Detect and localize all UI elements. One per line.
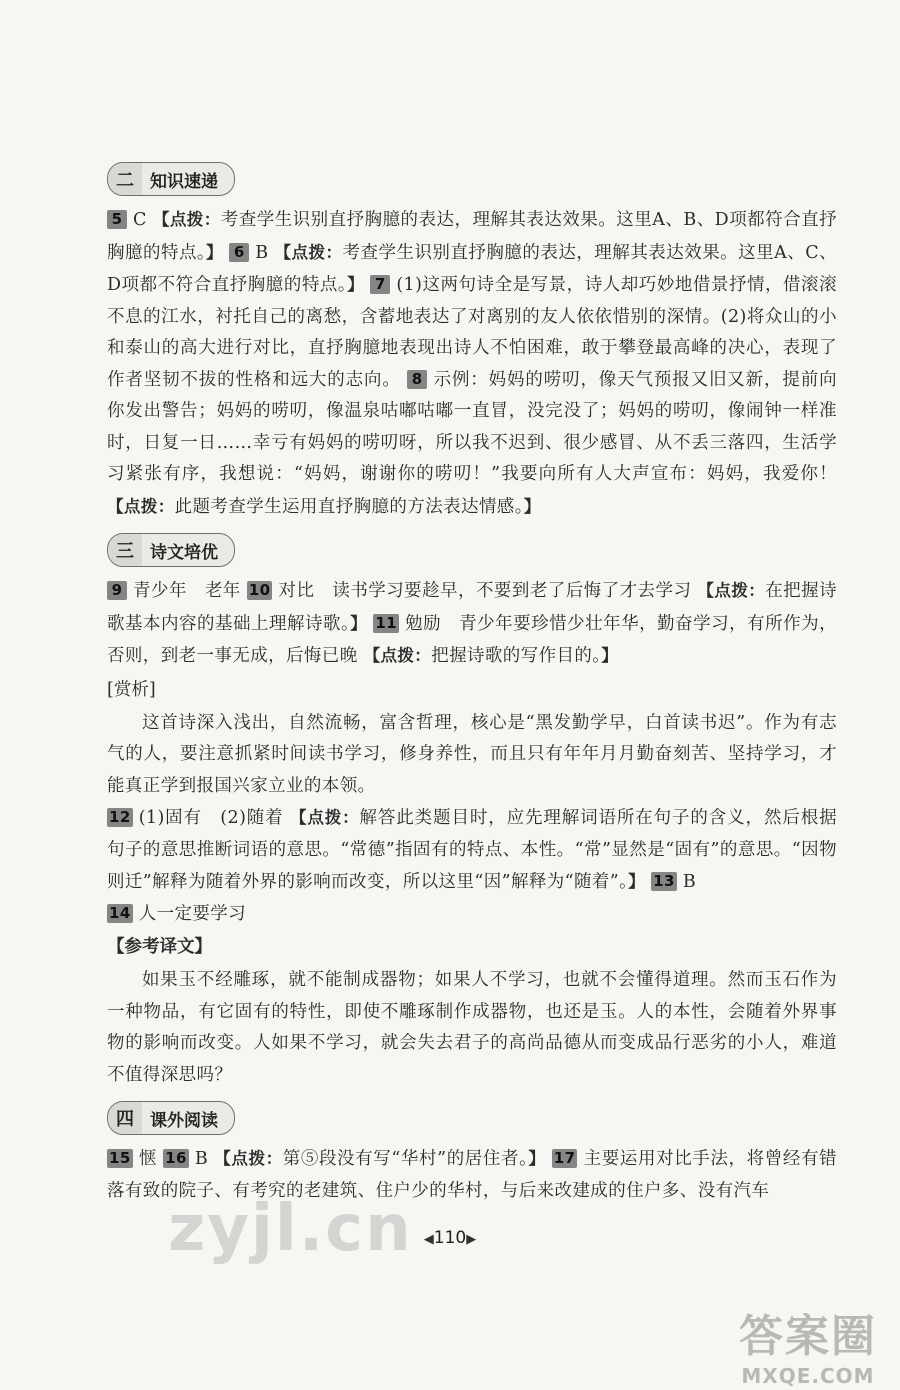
appreciation-title: [赏析] xyxy=(107,679,156,700)
question-number-badge: 11 xyxy=(375,613,397,632)
page-number xyxy=(0,1228,900,1248)
answer-text: 示例：妈妈的唠叨，像天气预报又旧又新，提前向你发出警告；妈妈的唠叨，像温泉咕嘟咕嘟一直冒，没完没了；妈妈的唠叨，像闹钟一样准时，日复一日……幸亏有妈妈的唠叨呀，所以我不迟到、很少感冒、从不丢三落四，生活学习紧张有序，我想说：“妈妈，谢谢你的唠叨！”我要向所有人大声宣布：妈妈，我爱你！ xyxy=(107,369,837,484)
answer-text: 考查学生识别直抒胸臆的表达，理解其表达效果。这里A、C、D项都不符合直抒胸臆的特点。 xyxy=(107,242,838,295)
answer-text: 在把握诗歌基本内容的基础上理解诗歌。 xyxy=(107,581,837,634)
section-header-shiwen-peiyou xyxy=(107,533,235,567)
answer-text: 对比 读书学习要趁早，不要到老了后悔了才去学习 xyxy=(278,581,698,601)
section-title: 知识速递 xyxy=(150,171,218,192)
question-number-badge: 14 xyxy=(109,903,131,922)
document-page xyxy=(107,158,837,1207)
answer-text: 解答此类题目时，应先理解词语所在句子的含义，然后根据句子的意思推断词语的意思。“常德”指固有的特点、本性。“常”显然是“固有”的意思。“因物则迁”解释为随着外界的影响而改变，所以这里“因”解释为“随着”。 xyxy=(107,808,837,892)
section-title: 诗文培优 xyxy=(150,542,218,563)
section-title: 课外阅读 xyxy=(150,1110,218,1131)
answer-text: 主要运用对比手法，将曾经有错落有致的院子、有考究的老建筑、住户少的华村，与后来改建成的住户多、没有汽车 xyxy=(107,1149,837,1201)
section-header-zhishi-sudi xyxy=(107,162,235,196)
section-number: 四 xyxy=(108,1102,142,1134)
question-number-badge: 15 xyxy=(109,1149,131,1167)
section3-answers-part1 xyxy=(107,575,837,673)
section3-answers-part2 xyxy=(107,802,837,899)
hint-label: 】 xyxy=(628,872,646,891)
hint-label: 】 xyxy=(206,242,224,262)
watermark-mxqe xyxy=(728,1300,888,1388)
hint-label: 【点拨： xyxy=(363,646,432,665)
hint-label: 【点拨： xyxy=(274,242,343,262)
hint-label: 【点拨： xyxy=(290,808,360,827)
answer-text xyxy=(546,1149,552,1169)
answer-text: 把握诗歌的写作目的。 xyxy=(431,646,602,666)
hint-label: 】 xyxy=(347,275,365,294)
appreciation-text: 这首诗深入浅出，自然流畅，富含哲理，核心是“黑发勤学早，白首读书迟”。作为有志气的人，要注意抓紧时间读书学习，修身养性，而且只有年年月月勤奋刻苦、坚持学习，才能真正学到报国兴家立业的本领。 xyxy=(107,712,837,796)
answer-text: B xyxy=(255,242,275,263)
right-arrow-icon: ▶ xyxy=(466,1232,477,1247)
answer-text: 青少年 老年 xyxy=(133,581,247,601)
question-number-badge: 5 xyxy=(107,210,127,229)
answer-text: (1)固有 (2)随着 xyxy=(138,808,290,828)
answer-text: 考查学生识别直抒胸臆的表达，理解其表达效果。这里A、B、D项都符合直抒胸臆的特点。 xyxy=(107,210,837,263)
answer-text: 勉励 青少年要珍惜少壮年华，勤奋学习，有所作为，否则，到老一事无成，后悔已晚 xyxy=(107,613,837,666)
hint-label: 【点拨： xyxy=(697,581,766,600)
question-number-badge: 9 xyxy=(107,581,127,600)
left-arrow-icon: ◀ xyxy=(423,1232,434,1247)
section-number: 二 xyxy=(108,163,142,195)
watermark-zyjl: zyjl.cn xyxy=(168,1192,413,1266)
hint-label: 【点拨： xyxy=(107,496,175,516)
watermark-mxqe-bottom: MXQE.COM xyxy=(741,1364,875,1388)
answer-text: 人一定要学习 xyxy=(138,903,247,924)
question-number-badge: 6 xyxy=(229,243,249,262)
question-number-badge: 7 xyxy=(370,275,390,294)
question-number-badge: 16 xyxy=(165,1149,187,1167)
answer-text: C xyxy=(133,210,153,230)
answer-text: B xyxy=(682,872,697,892)
question-number-badge: 10 xyxy=(248,581,271,599)
section-header-kewai-yuedu xyxy=(107,1101,235,1135)
answer-text: 第⑤段没有写“华村”的居住者。 xyxy=(282,1149,529,1169)
translation-text: 如果玉不经雕琢，就不能制成器物；如果人不学习，也就不会懂得道理。然而玉石作为一种物品，有它固有的特性，即使不雕琢制作成器物，也还是玉。人的本性，会随着外界事物的影响而改变。人如果不学习，就会失去君子的高尚品德从而变成品行恶劣的小人，难道不值得深思吗？ xyxy=(107,970,837,1085)
translation-title: 【参考译文】 xyxy=(107,937,212,957)
hint-label: 【点拨： xyxy=(152,210,221,229)
answer-text: (1)这两句诗全是写景，诗人却巧妙地借景抒情，借滚滚不息的江水，衬托自己的离愁，含蓄地表达了对离别的友人依依惜别的深情。(2)将众山的小和泰山的高大进行对比，直抒胸臆地表现出诗人不怕困难，敢于攀登最高峰的决心，表现了作者坚韧不拔的性格和远大的志向。 xyxy=(107,275,837,390)
section-number: 三 xyxy=(108,534,142,566)
hint-label: 】 xyxy=(523,496,541,516)
question-number-badge: 12 xyxy=(109,808,131,826)
page-number-value: 110 xyxy=(433,1228,467,1248)
question-number-badge: 13 xyxy=(653,872,675,890)
hint-label: 【点拨： xyxy=(214,1149,283,1168)
answer-text: 惬 xyxy=(138,1149,164,1169)
hint-label: 】 xyxy=(601,646,619,665)
hint-label: 】 xyxy=(528,1149,546,1168)
question-number-badge: 17 xyxy=(553,1149,576,1167)
watermark-mxqe-top: 答案圈 xyxy=(739,1311,877,1362)
section2-answers xyxy=(107,204,837,523)
question-number-badge: 8 xyxy=(407,370,427,389)
hint-label: 】 xyxy=(350,613,368,633)
section3-answers-part3 xyxy=(107,899,837,931)
answer-text: 此题考查学生运用直抒胸臆的方法表达情感。 xyxy=(174,496,524,517)
answer-text: B xyxy=(194,1149,215,1169)
